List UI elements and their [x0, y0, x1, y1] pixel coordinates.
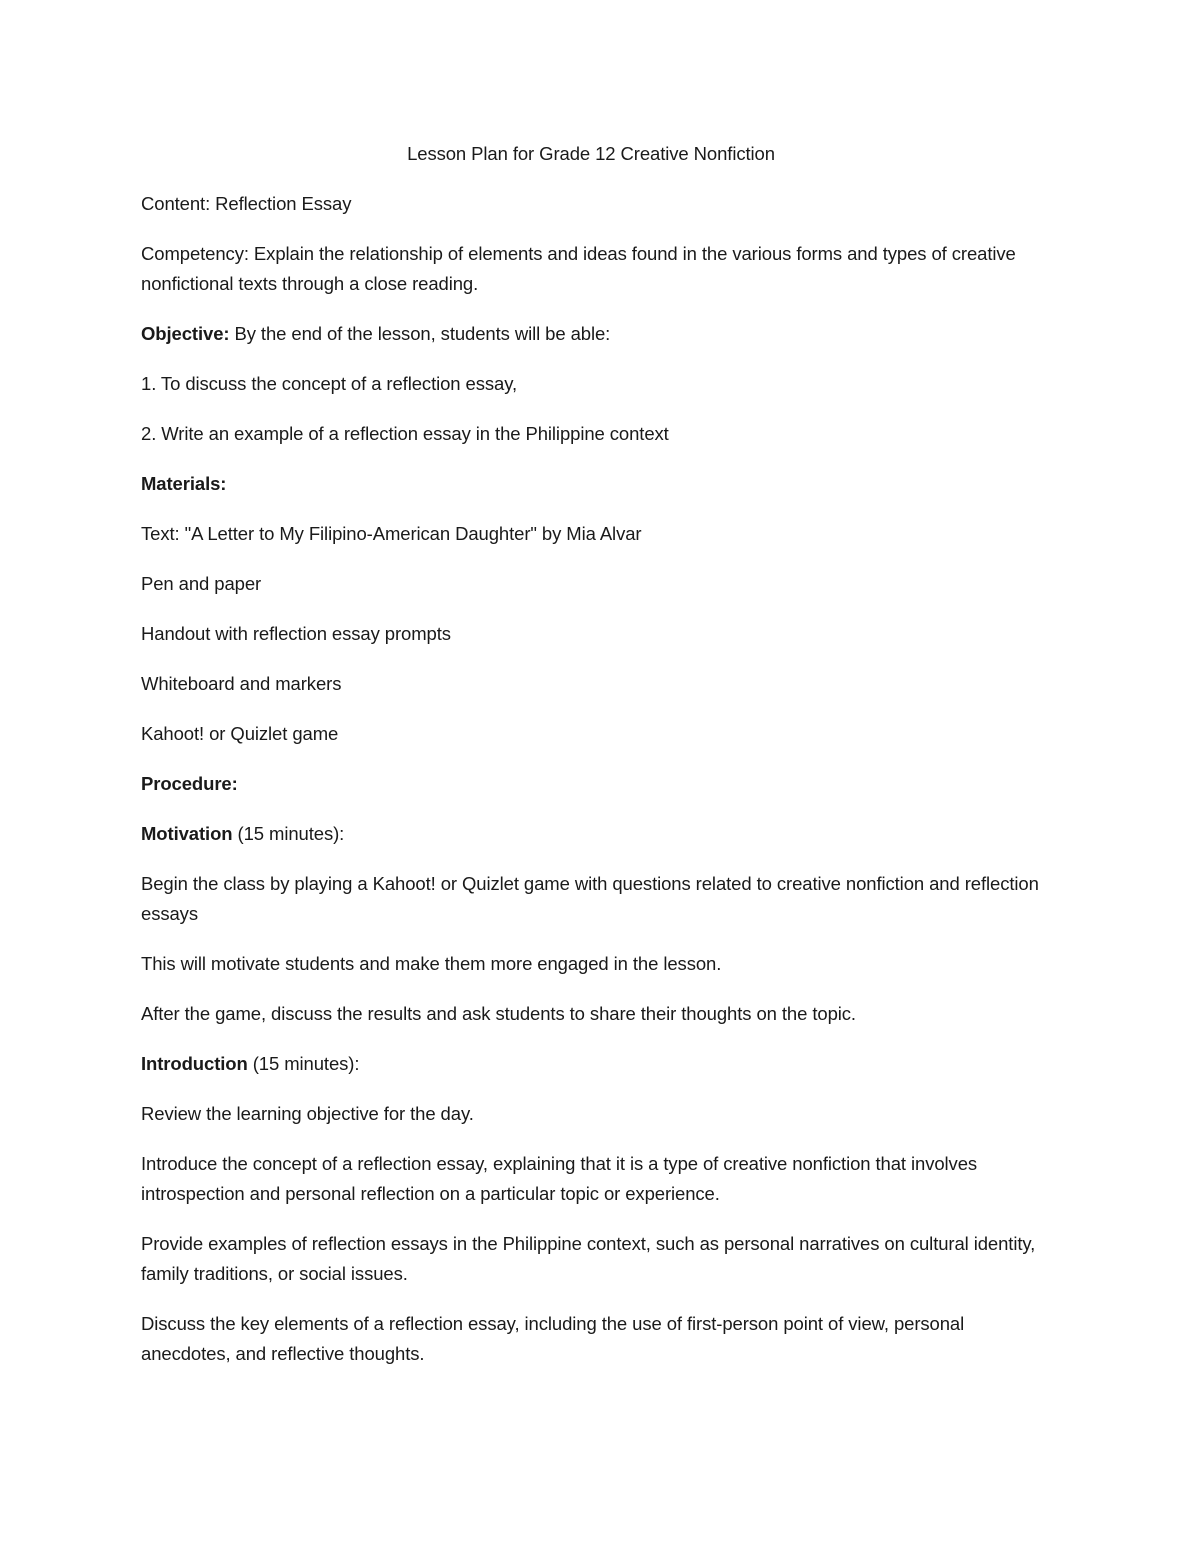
content-line: Content: Reflection Essay	[141, 193, 352, 214]
motivation-paragraph: Begin the class by playing a Kahoot! or Quizlet game with questions related to creative nonfiction and reflection essays	[141, 873, 1039, 924]
motivation-paragraph: After the game, discuss the results and ask students to share their thoughts on the topic.	[141, 1003, 856, 1024]
procedure-heading: Procedure:	[141, 773, 238, 794]
materials-item: Text: "A Letter to My Filipino-American Daughter" by Mia Alvar	[141, 523, 642, 544]
objective-label: Objective:	[141, 323, 230, 344]
materials-item: Handout with reflection essay prompts	[141, 623, 451, 644]
objective-item: 1. To discuss the concept of a reflection essay,	[141, 373, 518, 394]
introduction-paragraph: Introduce the concept of a reflection essay, explaining that it is a type of creative nonfiction that involves introspection and personal reflection on a particular topic or experience.	[141, 1153, 978, 1204]
objective-item: 2. Write an example of a reflection essay in the Philippine context	[141, 423, 669, 444]
materials-item: Whiteboard and markers	[141, 673, 342, 694]
motivation-label: Motivation	[141, 823, 233, 844]
introduction-duration: (15 minutes):	[247, 1053, 360, 1074]
materials-heading: Materials:	[141, 473, 227, 494]
competency-line: Competency: Explain the relationship of elements and ideas found in the various forms and types of creative nonfictional texts through a close reading.	[141, 243, 1016, 294]
document-title: Lesson Plan for Grade 12 Creative Nonfiction	[407, 143, 775, 164]
objective-text: By the end of the lesson, students will be able:	[229, 323, 611, 344]
introduction-paragraph: Review the learning objective for the day.	[141, 1103, 474, 1124]
materials-item: Pen and paper	[141, 573, 262, 594]
motivation-duration: (15 minutes):	[232, 823, 345, 844]
motivation-heading	[141, 819, 1041, 849]
document-body	[141, 139, 1041, 1389]
introduction-paragraph: Discuss the key elements of a reflection essay, including the use of first-person point of view, personal anecdotes, and reflective thoughts.	[141, 1313, 965, 1364]
introduction-paragraph: Provide examples of reflection essays in the Philippine context, such as personal narratives on cultural identity, family traditions, or social issues.	[141, 1233, 1036, 1284]
materials-item: Kahoot! or Quizlet game	[141, 723, 339, 744]
introduction-label: Introduction	[141, 1053, 248, 1074]
motivation-paragraph: This will motivate students and make them more engaged in the lesson.	[141, 953, 722, 974]
objective-line	[141, 319, 1041, 349]
introduction-heading	[141, 1049, 1041, 1079]
